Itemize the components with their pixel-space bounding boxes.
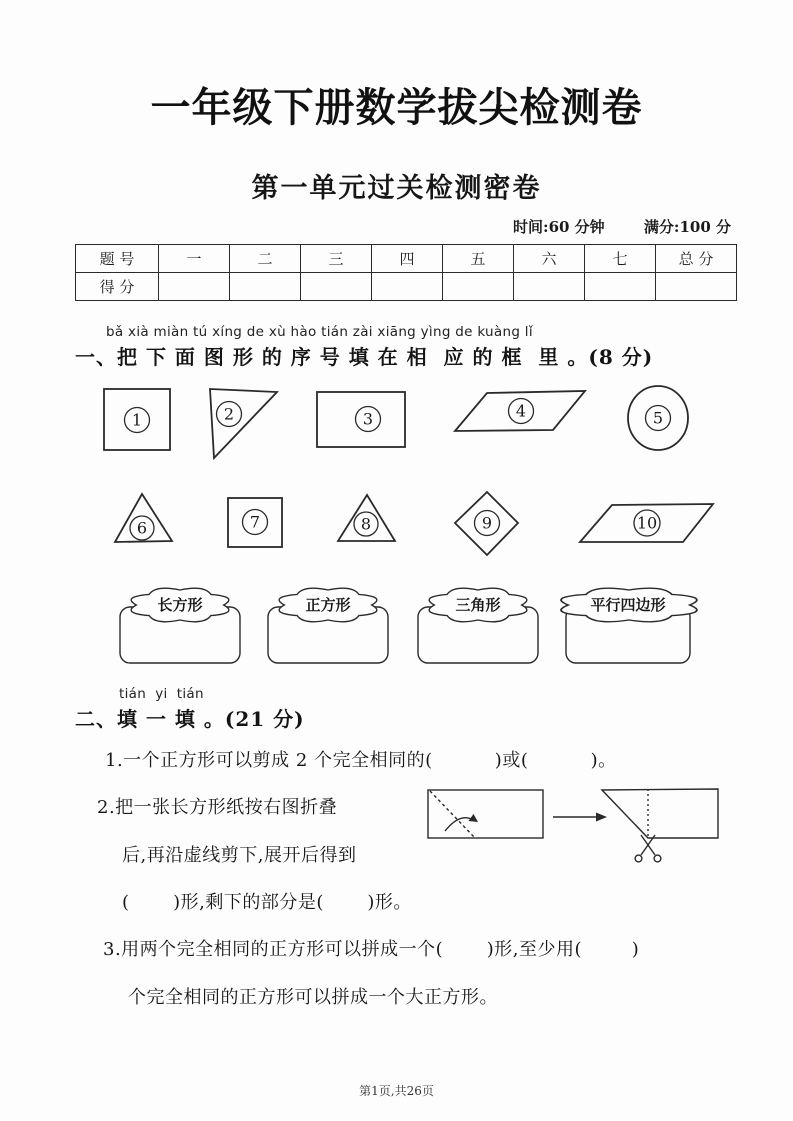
scissors-icon xyxy=(635,835,661,862)
exam-meta xyxy=(513,216,731,237)
category-label: 正方形 xyxy=(305,596,351,614)
time-limit: 时间:60 分钟 xyxy=(513,218,605,236)
score-table xyxy=(75,244,737,301)
shape-parallelogram-10 xyxy=(580,504,713,542)
score-table-cell: 三 xyxy=(301,245,372,273)
shape-number: 2 xyxy=(223,404,235,424)
page-subtitle: 第一单元过关检测密卷 xyxy=(251,173,542,204)
score-table-cell: 得 分 xyxy=(76,273,159,301)
score-table-cell: 一 xyxy=(159,245,230,273)
score-table-cell: 二 xyxy=(230,245,301,273)
shape-diamond-9 xyxy=(455,492,518,555)
question-2-line2: 后,再沿虚线剪下,展开后得到 xyxy=(122,845,357,866)
score-blank-cell xyxy=(443,273,514,301)
answer-box-triangle xyxy=(418,588,538,663)
section2-heading: 二、填 一 填 。(21 分) xyxy=(75,707,305,731)
question-2-line1: 2.把一张长方形纸按右图折叠 xyxy=(97,797,338,818)
question-1: 1.一个正方形可以剪成 2 个完全相同的( )或( )。 xyxy=(105,750,617,771)
shape-number: 5 xyxy=(652,408,664,428)
section1-heading: 一、把 下 面 图 形 的 序 号 填 在 相 应 的 框 里 。(8 分) xyxy=(75,345,654,369)
shape-number: 10 xyxy=(636,513,658,533)
fold-figure xyxy=(425,783,730,878)
score-blank-cell xyxy=(514,273,585,301)
score-blank-cell xyxy=(656,273,737,301)
shape-parallelogram-4 xyxy=(455,391,585,431)
score-table-cell: 四 xyxy=(372,245,443,273)
page-number: 第1页,共26页 xyxy=(359,1084,434,1098)
score-table-cell: 五 xyxy=(443,245,514,273)
section1-pinyin: bǎ xià miàn tú xíng de xù hào tián zài xiāng yìng de kuàng lǐ xyxy=(106,324,533,340)
score-table-cell: 七 xyxy=(585,245,656,273)
answer-box-square xyxy=(268,588,388,663)
shape-triangle-6 xyxy=(115,494,172,542)
category-label: 三角形 xyxy=(455,596,501,614)
score-table-score-row xyxy=(76,273,737,301)
shape-number: 7 xyxy=(249,512,261,532)
shape-number: 3 xyxy=(362,409,374,429)
shape-number: 6 xyxy=(136,518,148,538)
shape-number: 8 xyxy=(360,514,372,534)
score-blank-cell xyxy=(230,273,301,301)
page-title: 一年级下册数学拔尖检测卷 xyxy=(150,85,643,131)
answer-box-parallelogram xyxy=(561,588,697,663)
shape-number: 1 xyxy=(131,410,143,430)
score-table-cell: 题 号 xyxy=(76,245,159,273)
answer-box-rectangle xyxy=(120,588,240,663)
score-blank-cell xyxy=(159,273,230,301)
score-blank-cell xyxy=(585,273,656,301)
score-table-header-row xyxy=(76,245,737,273)
fold-figure-folded-shape xyxy=(602,789,718,862)
shape-number: 4 xyxy=(515,401,527,421)
shape-rectangle-3 xyxy=(317,392,405,447)
full-score: 满分:100 分 xyxy=(643,218,731,236)
score-table-cell: 总 分 xyxy=(656,245,737,273)
shape-square-7 xyxy=(228,498,282,547)
question-3-line1: 3.用两个完全相同的正方形可以拼成一个( )形,至少用( ) xyxy=(103,939,640,960)
score-blank-cell xyxy=(372,273,443,301)
score-table-cell: 六 xyxy=(514,245,585,273)
category-boxes-figure xyxy=(100,585,720,677)
category-label: 长方形 xyxy=(157,596,203,614)
score-blank-cell xyxy=(301,273,372,301)
transform-arrow-icon xyxy=(553,813,607,822)
fold-figure-rectangle xyxy=(428,790,543,838)
shapes-figure xyxy=(90,380,730,570)
section2-pinyin: tián yi tián xyxy=(119,686,204,702)
question-2-line3: ( )形,剩下的部分是( )形。 xyxy=(122,892,412,913)
shape-triangle-2 xyxy=(210,389,277,458)
shape-circle-5 xyxy=(628,386,688,450)
shape-number: 9 xyxy=(481,513,493,533)
category-label: 平行四边形 xyxy=(590,596,666,614)
shape-square-1 xyxy=(104,389,170,450)
shape-triangle-8 xyxy=(338,495,395,541)
question-3-line2: 个完全相同的正方形可以拼成一个大正方形。 xyxy=(128,987,498,1008)
